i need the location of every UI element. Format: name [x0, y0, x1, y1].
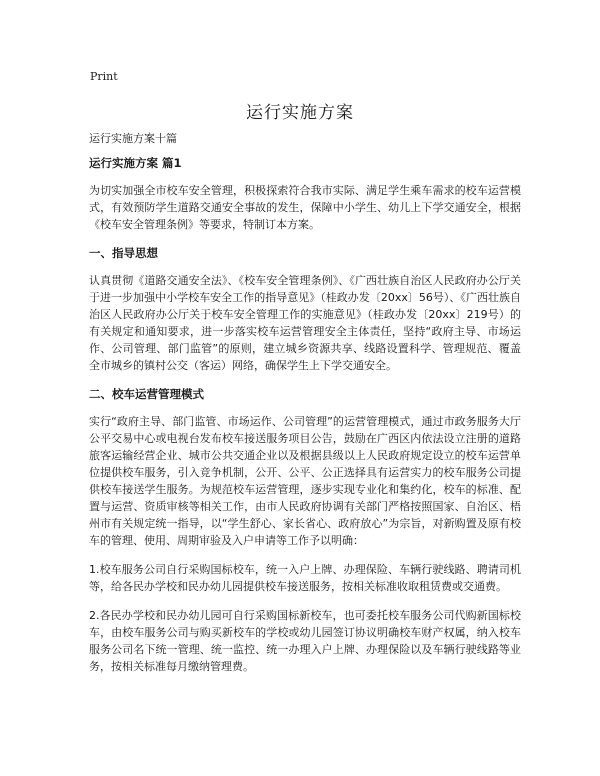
heading-operation-mode: 二、校车运营管理模式: [89, 387, 204, 401]
list-item-2: 2.各民办学校和民办幼儿园可自行采购国标新校车，也可委托校车服务公司代购新国标校车，由校车服务公司与购买新校车的学校或幼儿园签订协议明确校车财产权属，纳入校车服务公司名下统一管理、统一监控、统一办理入户上牌、办理保险以及车辆行驶线路等业务，按相关标准每月缴纳管理费。: [89, 609, 521, 673]
print-label[interactable]: Print: [90, 70, 118, 83]
document-body: [89, 130, 521, 687]
document-subtitle: 运行实施方案十篇: [89, 132, 177, 145]
intro-paragraph: 为切实加强全市校车安全管理，积极探索符合我市实际、满足学生乘车需求的校车运营模式，有效预防学生道路交通安全事故的发生，保障中小学生、幼儿上下学交通安全，根据《校车安全管理条例》等要求，特制订本方案。: [89, 184, 521, 231]
page-title: 运行实施方案: [246, 103, 354, 123]
heading-guiding-ideology: 一、指导思想: [89, 246, 158, 260]
guiding-ideology-paragraph: 认真贯彻《道路交通安全法》、《校车安全管理条例》、《广西壮族自治区人民政府办公厅关于进一步加强中小学校车安全工作的指导意见》（桂政办发〔20xx〕56号）、《广西壮族自治区人民政府办公厅关于校车安全管理工作的实施意见》（桂政办发〔20xx〕219号）的有关规定和通知要求，进一步落实校车运营管理安全主体责任，坚持“政府主导、市场运作、公司管理、部门监管”的原则，建立城乡资源共享、线路设置科学、管理规范、覆盖全市城乡的镇村公交（客运）网络，确保学生上下学交通安全。: [89, 274, 521, 372]
section-title: 运行实施方案 篇1: [89, 156, 182, 170]
list-item-1: 1.校车服务公司自行采购国标校车，统一入户上牌、办理保险、车辆行驶线路、聘请司机等，给各民办学校和民办幼儿园提供校车接送服务，按相关标准收取租赁费或交通费。: [89, 563, 521, 593]
operation-mode-paragraph: 实行“政府主导、部门监管、市场运作、公司管理”的运营管理模式，通过市政务服务大厅公平交易中心或电视台发布校车接送服务项目公告，鼓励在广西区内依法设立注册的道路旅客运输经营企业、城市公共交通企业以及根据县级以上人民政府规定设立的校车运营单位提供校车服务，引入竞争机制，公开、公平、公正选择具有运营实力的校车服务公司提供校车接送学生服务。为规范校车运营管理，逐步实现专业化和集约化，校车的标准、配置与运营、资质审核等相关工作，由市人民政府协调有关部门严格按照国家、自治区、梧州市有关规定统一指导，以“学生舒心、家长省心、政府放心”为宗旨，对新购置及原有校车的管理、使用、周期审验及入户申请等工作予以明确：: [89, 415, 521, 547]
